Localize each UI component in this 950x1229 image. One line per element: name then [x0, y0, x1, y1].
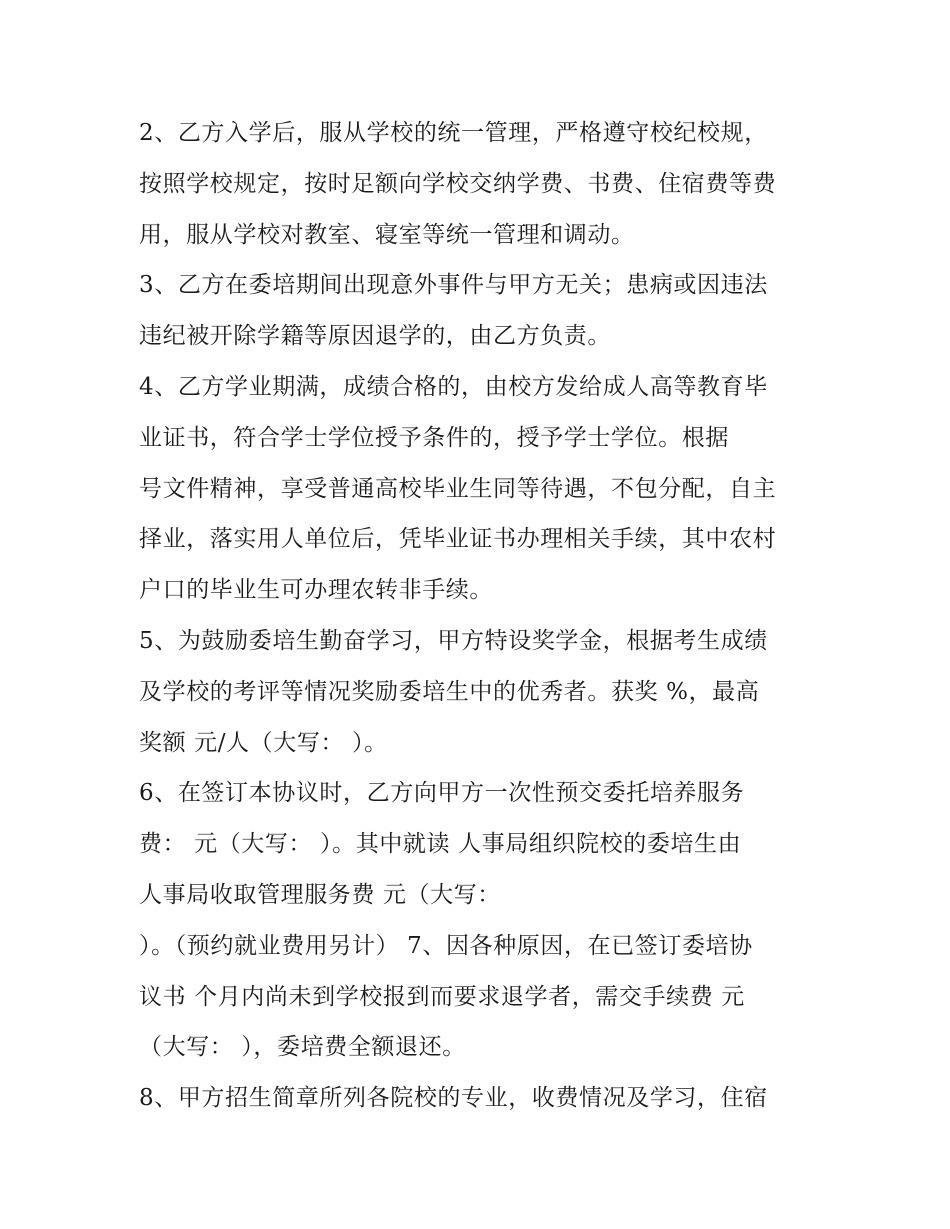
text-line: 业证书，符合学士学位授予条件的，授予学士学位。根据 [139, 424, 729, 451]
text-line: 5、为鼓励委培生勤奋学习，甲方特设奖学金，根据考生成绩 [139, 627, 768, 654]
text-line: 6、在签订本协议时，乙方向甲方一次性预交委托培养服务 [139, 780, 745, 807]
text-line: 择业，落实用人单位后，凭毕业证书办理相关手续，其中农村 [139, 526, 777, 553]
text-line: 奖额 元/人（大写： ）。 [139, 729, 388, 756]
document-body [139, 108, 839, 1124]
text-line: 费： 元（大写： ）。其中就读 人事局组织院校的委培生由 [139, 831, 742, 858]
text-line: 2、乙方入学后，服从学校的统一管理，严格遵守校纪校规， [139, 120, 768, 146]
text-line: 8、甲方招生简章所列各院校的专业，收费情况及学习，住宿 [139, 1085, 768, 1112]
text-line: 号文件精神，享受普通高校毕业生同等待遇，不包分配，自主 [139, 475, 777, 502]
text-line: 户口的毕业生可办理农转非手续。 [139, 577, 493, 604]
text-line: 及学校的考评等情况奖励委培生中的优秀者。获奖 %，最高 [139, 678, 760, 705]
text-line: 3、乙方在委培期间出现意外事件与甲方无关；患病或因违法 [139, 272, 768, 299]
text-line: （大写： ），委培费全额退还。 [139, 1034, 466, 1061]
text-line: 人事局收取管理服务费 元（大写： [139, 881, 501, 908]
text-line: ）。（预约就业费用另计） 7、因各种原因，在已签订委培协 [139, 932, 753, 959]
text-line: 违纪被开除学籍等原因退学的，由乙方负责。 [139, 323, 611, 350]
text-line: 议书 个月内尚未到学校报到而要求退学者，需交手续费 元 [139, 983, 745, 1010]
text-line: 4、乙方学业期满，成绩合格的，由校方发给成人高等教育毕 [139, 373, 768, 400]
text-line: 用，服从学校对教室、寝室等统一管理和调动。 [139, 221, 635, 248]
text-line: 按照学校规定，按时足额向学校交纳学费、书费、住宿费等费 [139, 170, 777, 197]
